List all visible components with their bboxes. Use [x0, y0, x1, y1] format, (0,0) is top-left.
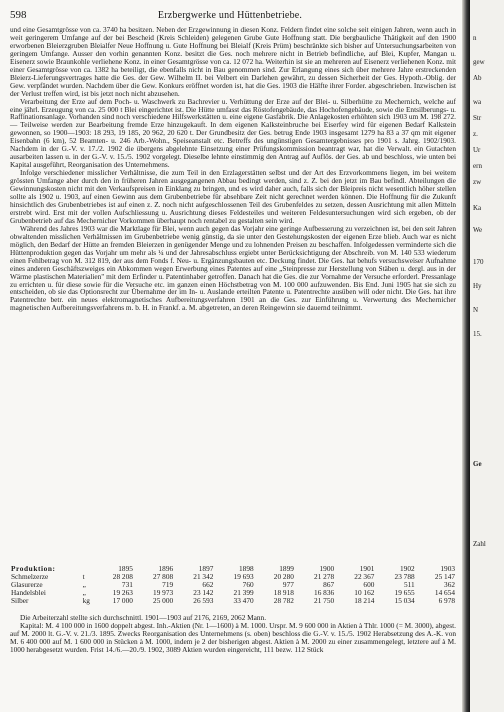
paragraph: Kapital: M. 4 100 000 in 1600 doppelt abgest. Inh.-Aktien (Nr. 1—1600) à M. 1000. Urspr. M. 9 600 000 in Aktien à Thlr. 1000 (= M. 3000), abgest. auf M. 2000 lt. G.-V. v. 21./3. 1895. Zwecks Reorganisation des Unternehmens (s. oben) beschloss die G.-V. v. 15./5. 1902 Herabsetzung des A.-K. von M. 6 400 000 auf M. 1 600 000 in Stücken à M. 1000, indem je 2 der bisherigen abgest. Aktien à M. 2000 zu einer zusammengelegt, letztere auf à M. 1000 herabgesetzt wurden. Frist 14./6.—20./9. 1902, 3089 Aktien wurden eingereicht, 111 bezw. 112 Stück [10, 620, 456, 654]
facing-page-fragment: z. [473, 130, 478, 138]
cell-value: 867 [323, 580, 335, 589]
facing-page-fragment: N [473, 306, 479, 314]
year-header: 1901 [359, 564, 375, 573]
cell-value: 19 973 [153, 588, 174, 597]
paragraph: Die Arbeiterzahl stellte sich durchschnittl. 1901—1903 auf 2176, 2169, 2062 Mann. [20, 613, 267, 622]
production-label: Produktion: [11, 564, 56, 573]
table-row [10, 597, 456, 605]
cell-value: 760 [242, 580, 254, 589]
cell-value: 25 000 [153, 596, 174, 605]
cell-value: 21 342 [193, 572, 214, 581]
facing-page-edge [470, 0, 504, 712]
paragraph: und eine Gesamtgrösse von ca. 3740 ha besitzen. Neben der Erzgewinnung in diesen Konz. Feldern findet eine solche seit einigen Jahren, wenn auch in weit geringerem Umfange auf der bei Bescheid (Kreis Schleiden) gelegenen Grube Gute Hoffnung statt. Die bergbauliche Thätigkeit auf den 1900 erworbenen Bleierzgruben Bleialfer Neue Hoffnung u. Gute Hoffnung bei Bleialf (Kreis Prüm) beschränkte sich bisher auf Untersuchungsarbeiten von geringem Umfange. Ausser den vorhin genannten Konz. besitzt die Ges. noch mehrere nicht in Betrieb befindliche, auf Blei, Kupfer, Mangan u. Eisenerz sowie Braunkohle verliehene Konz. in einer Gesamtgrösse von ca. 12 072 ha. Weiterhin ist sie an mehreren auf Eisenerz verliehenen Konz. mit einer Gesamtgrösse von ca. 1382 ha beteiligt, die ebenfalls nicht in Bau genommen sind. Zur Erlangung eines sich über mehrere Jahre erstreckenden Bleierz-Lieferungsvertrages hatte die Ges. der Gew. Wilhelm II. bei Velbert ein Darlehen gewährt, zu dessen Sicherheit der Ges. Hypoth.-Oblig. der Gew. verpfändet wurden. Nachdem über die Gew. Konkurs eröffnet worden ist, hat die Ges. 1903 die Hälfte ihrer Forder. abgeschrieben. Inzwischen ist der Verlust treffen wird, ist bis jetzt noch nicht abzusehen. [10, 25, 456, 98]
cell-value: 977 [282, 580, 294, 589]
cell-value: 600 [363, 580, 375, 589]
cell-value: 22 367 [354, 572, 375, 581]
facing-page-fragment: Ur [473, 146, 481, 154]
cell-value: 362 [444, 580, 455, 589]
cell-value: 662 [202, 580, 214, 589]
cell-value: 25 147 [434, 572, 455, 581]
facing-page-fragment: Str [473, 114, 482, 122]
facing-page-fragment: gew [473, 58, 485, 66]
facing-page-fragment: Zahl [473, 540, 486, 548]
cell-value: 14 654 [434, 588, 455, 597]
year-header: 1898 [239, 564, 254, 573]
row-unit: kg [82, 596, 90, 605]
cell-value: 23 788 [394, 572, 415, 581]
row-name: Silber [11, 596, 29, 605]
row-name: Handelsblei [11, 588, 46, 597]
cell-value: 719 [162, 580, 174, 589]
body-text-continued [10, 614, 456, 654]
year-header: 1899 [279, 564, 294, 573]
facing-page-fragment: ern [473, 162, 482, 170]
row-unit: „ [82, 580, 86, 589]
facing-page-fragment: Ab [473, 74, 482, 82]
cell-value: 21 278 [314, 572, 335, 581]
cell-value: 19 693 [233, 572, 254, 581]
cell-value: 10 162 [354, 588, 375, 597]
facing-page-fragment: Hy [473, 282, 482, 290]
page-number: 598 [10, 9, 27, 21]
table-row [10, 589, 456, 597]
facing-page-fragment: 170 [473, 258, 484, 266]
row-unit: t [82, 572, 85, 581]
cell-value: 23 142 [193, 588, 214, 597]
facing-page-fragment: zw [473, 178, 482, 186]
year-header: 1895 [118, 564, 133, 573]
cell-value: 28 782 [273, 596, 294, 605]
cell-value: 19 655 [394, 588, 415, 597]
book-spine-shadow [462, 0, 470, 712]
cell-value: 21 750 [314, 596, 335, 605]
cell-value: 16 836 [314, 588, 335, 597]
body-text [10, 26, 456, 312]
year-header: 1896 [158, 564, 174, 573]
paragraph: Während des Jahres 1903 war die Marktlage für Blei, wenn auch gegen das Vorjahr eine geringe Aufbesserung zu verzeichnen ist, bei den seit Jahren obwaltenden misslichen Verhältnissen im Grubenbetriebe wenig günstig, da sie unter den Gestehungskosten der eigenen Erze blieb. Auch war es nicht möglich, den Bedarf der Hütte an fremden Bleierzen in genügender Menge und zu lohnenden Preisen zu beschaffen. Infolgedessen verminderte sich die Hüttenproduktion gegen das Vorjahr um mehr als ¼ und der Jahresabschluss ergiebt unter Berücksichtigung der Abschreib. von M. 140 533 wiederum einen Fehlbetrag von M. 312 819, der aus dem Fonds f. Neu- u. Ergänzungsbauten etc. Deckung findet. Die Ges. hat behufs versuchsweiser Aufnahme eines anderen Geschäftszweiges ein Abkommen wegen Erwerbung eines Patentes auf eine „Steinpresse zur Herstellung von Stäben u. dergl. aus in der Wärme plastischen Materialien" mit dem Erfinder u. Patentinhaber getroffen. Danach hat die Ges. die zur Vornahme der Versuche erforderl. Pressanlage zu errichten u. für diese sowie für die Versuche etc. im ganzen einen Höchstbetrag von M. 100 000 aufzuwenden. Bis End. Juni 1905 hat sie sich zu entscheiden, ob sie das Optionsrecht zur Übernahme der im In- u. Auslande erteilten Patente u. Patentrechte ausüben will oder nicht. Die Ges. hat ihre Patentrechte betr. ein neues elektromagnetisches Aufbereitungsverfahren 1901 an die Ges. zur Einführung u. Verwertung des Mechernicher magnetischen Aufbereitungsverfahrens m. b. H. in Frankf. a. M. abgetreten, an deren Reingewinn sie dauernd teilnimmt. [10, 223, 456, 313]
cell-value: 21 399 [233, 588, 254, 597]
cell-value: 17 000 [112, 596, 133, 605]
page-header [10, 9, 456, 23]
cell-value: 6 978 [438, 596, 455, 605]
facing-page-fragment: wa [473, 98, 482, 106]
facing-page-fragment: 15. [473, 330, 482, 338]
year-header: 1900 [319, 564, 335, 573]
running-title: Erzbergwerke und Hüttenbetriebe. [157, 10, 303, 21]
year-header: 1902 [400, 564, 415, 573]
cell-value: 511 [403, 580, 415, 589]
cell-value: 19 263 [112, 588, 133, 597]
cell-value: 33 470 [233, 596, 254, 605]
year-header: 1903 [440, 564, 455, 573]
row-name: Schmelzerze [11, 572, 49, 581]
cell-value: 28 208 [112, 572, 133, 581]
production-table [10, 565, 456, 605]
facing-page-fragment: We [473, 226, 483, 234]
paragraph: Verarbeitung der Erze auf dem Poch- u. Waschwerk zu Bachrevier u. Verhüttung der Erze auf der Blei- u. Silberhütte zu Mechernich, welche auf eine jährl. Erzeugung von ca. 25 000 t Blei eingerichtet ist. Die Hütte umfasst das Röstofengebäude, das Hochofengebäude, sowie die Entsilberungs- u. Raffinationsanlage. Vorhanden sind noch verschiedene Hilfswerkstätten u. eine eigene Gasfabrik. Die Anlagekosten erhöhten sich 1903 um M. 198 272. — Teilweise werden zur Bearbeitung fremde Erze hinzugekauft. In dem eigenen Kalksteinbruche bei Eiserfey wird für eigenen Bedarf Kalkstein gewonnen, so 1900—1903: 18 293, 19 185, 20 962, 20 620 t. Der Grundbesitz der Ges. betrug Ende 1903 insgesamt 1279 ha 83 a 37 qm mit eigener Eisenbahn (6 km), 52 Beamten- u. 246 Arb.-Wohn., Speiseanstalt etc. Betreffs des ungünstigen Gesamtergebnisses pro 1901 s. Jahrg. 1902/1903. Nachdem in der G.-V. v. 17./2. 1902 die übergens abgelehnte Einsetzung einer Prüfungskommission beantragt war, hat die Verwalt. ein Gutachten ausarbeiten lassen u. in der G.-V. v. 15./5. 1902 vorgelegt. Dieselbe lehnte einstimmig den Antrag auf Auflös. der Ges. ab und beschloss, wie unten bei Kapital ausgeführt, Reorganisation des Unternehmens. [10, 96, 456, 170]
facing-page-fragment: Ge [473, 460, 482, 468]
cell-value: 27 808 [153, 572, 174, 581]
row-unit: „ [82, 588, 86, 597]
cell-value: 731 [121, 580, 133, 589]
table-row [10, 573, 456, 581]
row-name: Glasurerze [11, 580, 43, 589]
production-header-row [10, 565, 456, 573]
paragraph: Infolge verschiedener misslicher Verhältnisse, die zum Teil in den Erzlagerstätten selbst und der Art des Erzvorkommens liegen, im bei weitem grössten Umfange aber durch den in früheren Jahren ausgegangenen Abbau bedingt werden, sind z. Z. bei den jetzt im Bau befindl. Abteilungen die Gewinnungskosten nicht mit den Verkaufspreisen in Einklang zu bringen, und es wird daher auch, falls sich der Bleipreis nicht wesentlich höher stellen sollte als 1902 u. 1903, auf einen Gewinn aus dem Grubenbetriebe für absehbare Zeit nicht gerechnet werden können. Die Hoffnung für die Zukunft hinsichtlich des Grubenbetriebes ist auf einen z. Z. noch nicht aufgeschlossenen Teil des Grubenfeldes zu setzen, dessen Ausrichtung mit allen Mitteln erstrebt wird. Erst mit der vollen Aufschliessung u. Ausrichtung dieses Feldesteiles und weiteren Feldesuntersuchungen wird sich ergeben, ob der Grubenbetrieb auf das Mechernicher Vorkommen überhaupt noch rentabel zu gestalten sein wird. [10, 168, 456, 225]
cell-value: 18 918 [273, 588, 294, 597]
facing-page-fragment: Ka [473, 204, 482, 212]
cell-value: 20 280 [273, 572, 294, 581]
table-row [10, 581, 456, 589]
cell-value: 18 214 [354, 596, 375, 605]
year-header: 1897 [198, 564, 214, 573]
facing-page-fragment: n [473, 34, 477, 42]
cell-value: 26 593 [193, 596, 214, 605]
cell-value: 15 034 [394, 596, 415, 605]
